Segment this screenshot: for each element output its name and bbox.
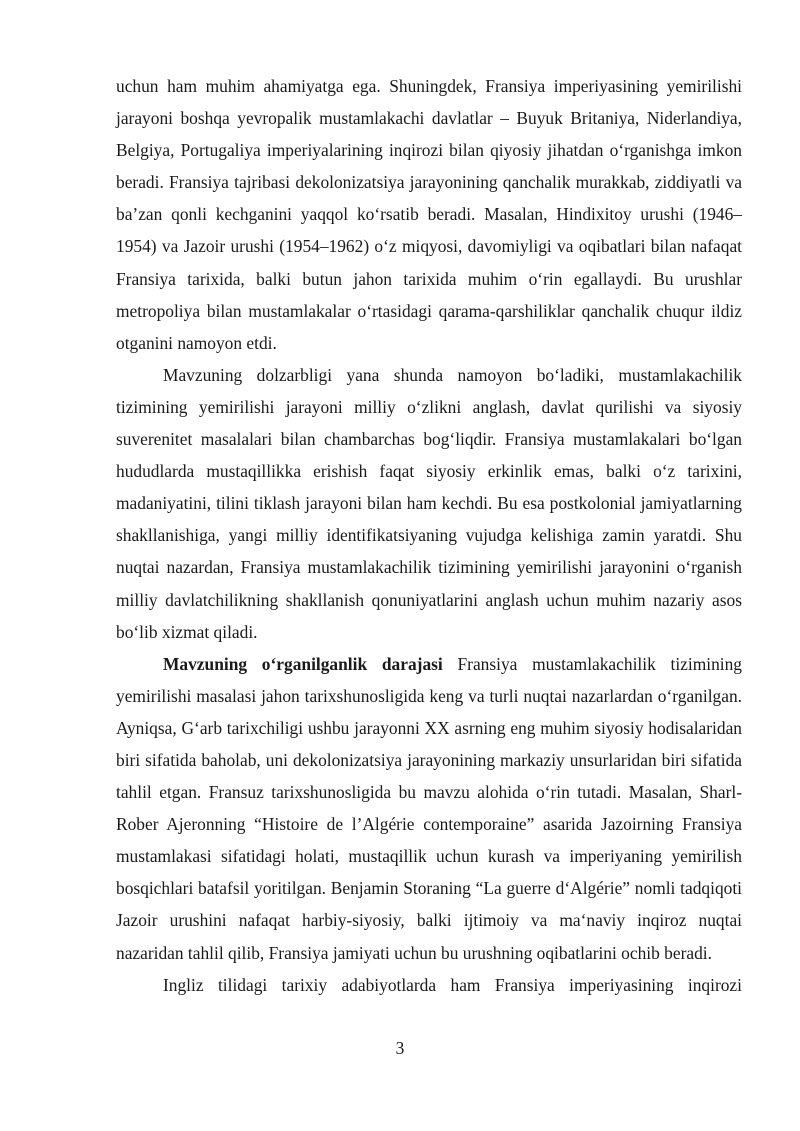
paragraph-continuation: uchun ham muhim ahamiyatga ega. Shuningdek, Fransiya imperiyasining yemirilishi jarayoni boshqa yevropalik mustamlakachi davlatlar – Buyuk Britaniya, Niderlandiya, Belgiya, Portugaliya imperiyalarining inqirozi bilan qiyosiy jihatdan oʻrganishga imkon beradi. Fransiya tajribasi dekolonizatsiya jarayonining qanchalik murakkab, ziddiyatli va baʼzan qonli kechganini yaqqol koʻrsatib beradi. Masalan, Hindixitoy urushi (1946–1954) va Jazoir urushi (1954–1962) oʻz miqyosi, davomiyligi va oqibatlari bilan nafaqat Fransiya tarixida, balki butun jahon tarixida muhim oʻrin egallaydi. Bu urushlar metropoliya bilan mustamlakalar oʻrtasidagi qarama-qarshiliklar qanchalik chuqur ildiz otganini namoyon etdi. xyxy=(116,76,742,353)
paragraph-english-literature: Ingliz tilidagi tarixiy adabiyotlarda ham Fransiya imperiyasining inqirozi xyxy=(163,974,742,995)
document-page xyxy=(116,70,742,1001)
paragraph-relevance: Mavzuning dolzarbligi yana shunda namoyon boʻladiki, mustamlakachilik tizimining yemirilishi jarayoni milliy oʻzlikni anglash, davlat qurilishi va siyosiy suverenitet masalalari bilan chambarchas bogʻliqdir. Fransiya mustamlakalari boʻlgan hududlarda mustaqillikka erishish faqat siyosiy erkinlik emas, balki oʻz tarixini, madaniyatini, tilini tiklash jarayoni bilan ham kechdi. Bu esa postkolonial jamiyatlarning shakllanishiga, yangi milliy identifikatsiyaning vujudga kelishiga zamin yaratdi. Shu nuqtai nazardan, Fransiya mustamlakachilik tizimining yemirilishi jarayonini oʻrganish milliy davlatchilikning shakllanish qonuniyatlarini anglash uchun muhim nazariy asos boʻlib xizmat qiladi. xyxy=(116,364,742,642)
page-number: 3 xyxy=(395,1038,405,1058)
paragraph-study-level-body: Fransiya mustamlakachilik tizimining yemirilishi masalasi jahon tarixshunosligida keng va turli nuqtai nazarlardan oʻrganilgan. Ayniqsa, Gʻarb tarixchiligi ushbu jarayonni XX asrning eng muhim siyosiy hodisalaridan biri sifatida baholab, uni dekolonizatsiya jarayonining markaziy unsurlaridan biri sifatida tahlil etgan. Fransuz tarixshunosligida bu mavzu alohida oʻrin tutadi. Masalan, Sharl-Rober Ajeronning “Histoire de l’Algérie contemporaine” asarida Jazoirning Fransiya mustamlakasi sifatidagi holati, mustaqillik uchun kurash va imperiyaning yemirilish bosqichlari batafsil yoritilgan. Benjamin Storaning “La guerre dʻAlgérie” nomli tadqiqoti Jazoir urushini nafaqat harbiy-siyosiy, balki ijtimoiy va maʻnaviy inqiroz nuqtai nazaridan tahlil qilib, Fransiya jamiyati uchun bu urushning oqibatlarini ochib beradi. xyxy=(116,653,742,963)
section-lead-heading: Mavzuning oʻrganilganlik darajasi xyxy=(163,653,443,674)
paragraph-study-level xyxy=(116,648,742,969)
